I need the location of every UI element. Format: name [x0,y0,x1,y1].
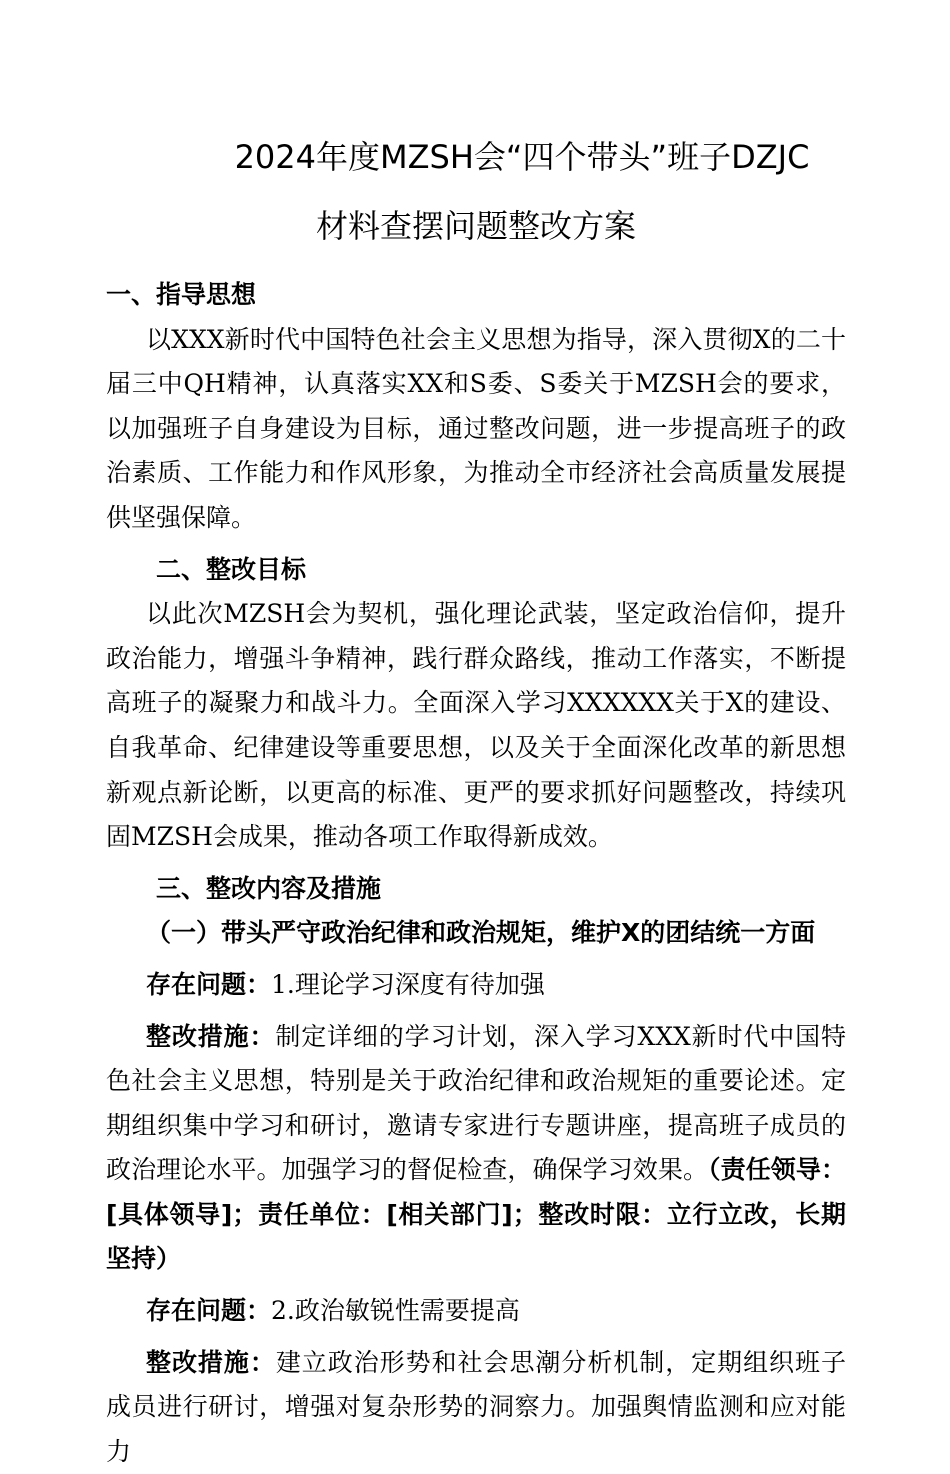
measure-label: 整改措施： [146,1347,276,1377]
document-title-line1: 2024年度MZSH会“四个带头”班子DZJC [234,138,810,176]
measure-label: 整改措施： [146,1021,276,1051]
section3-heading: 三、整改内容及措施 [156,873,382,903]
section1-heading: 一、指导思想 [106,280,257,309]
section3-subheading: （一）带头严守政治纪律和政治规矩，维护X的团结统一方面 [146,918,816,948]
document-title-line2: 材料查摆问题整改方案 [315,207,636,245]
issue-2-text: 2.政治敏锐性需要提高 [271,1296,520,1326]
issue-1-text: 1.理论学习深度有待加强 [271,969,545,999]
issue-1 [106,963,846,1008]
measure-2 [106,1341,846,1474]
issue-label: 存在问题： [146,1296,272,1326]
measure-1 [106,1015,846,1283]
measure-2-text: 建立政治形势和社会思潮分析机制，定期组织班子成员进行研讨，增强对复杂形势的洞察力。加强舆情监测和应对能力 [106,1347,846,1466]
measure-1-text: 制定详细的学习计划，深入学习XXX新时代中国特色社会主义思想，特别是关于政治纪律和政治规矩的重要论述。定期组织集中学习和研讨，邀请专家进行专题讲座，提高班子成员的政治理论水平。加强学习的督促检查，确保学习效果。 [106,1021,846,1185]
section2-body: 以此次MZSH会为契机，强化理论武装，坚定政治信仰，提升政治能力，增强斗争精神，践行群众路线，推动工作落实，不断提高班子的凝聚力和战斗力。全面深入学习XXXXXX关于X的建设、自我革命、纪律建设等重要思想，以及关于全面深化改革的新思想新观点新论断，以更高的标准、更严的要求抓好问题整改，持续巩固MZSH会成果，推动各项工作取得新成效。 [106,599,846,852]
measure-1-responsibility: （责任领导：[具体领导]；责任单位：[相关部门]；整改时限：立行立改，长期坚持） [106,1155,846,1274]
section2-heading: 二、整改目标 [156,554,307,584]
issue-2 [106,1289,846,1334]
issue-label: 存在问题： [146,969,272,999]
section1-body: 以XXX新时代中国特色社会主义思想为指导，深入贯彻X的二十届三中QH精神，认真落实XX和S委、S委关于MZSH会的要求，以加强班子自身建设为目标，通过整改问题，进一步提高班子的政治素质、工作能力和作风形象，为推动全市经济社会高质量发展提供坚强保障。 [106,324,846,532]
